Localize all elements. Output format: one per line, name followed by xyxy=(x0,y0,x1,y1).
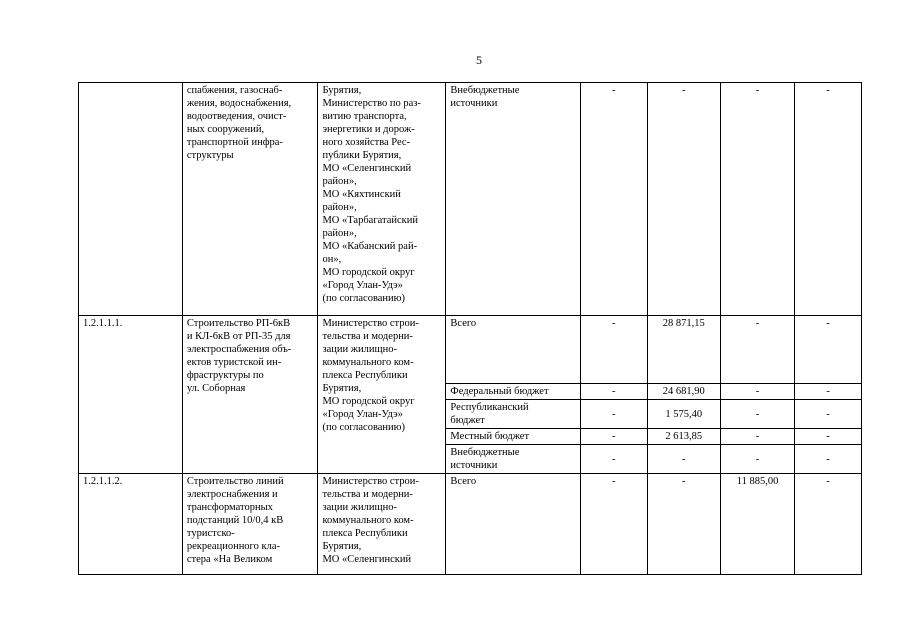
item-name: Строительство РП-6кВ и КЛ-6кВ от РП-35 для электроспабжения объ- ектов туристской ин- фраструктуры по ул. Соборная xyxy=(182,316,318,474)
value-cell: - xyxy=(795,445,862,474)
value-cell: - xyxy=(580,445,647,474)
item-name: Строительство линий электроснабжения и трансформаторных подстанций 10/0,4 кВ туристско- рекреационного кла- стера «На Великом xyxy=(182,474,318,575)
item-executor: Министерство строи- тельства и модерни- зации жилищно- коммунального ком- плекса Республики Бурятия, МО «Селенгинский xyxy=(318,474,446,575)
value-cell: - xyxy=(647,445,720,474)
value-cell: - xyxy=(795,384,862,400)
table-row xyxy=(79,474,862,575)
value-cell: 1 575,40 xyxy=(647,400,720,429)
value-cell: - xyxy=(580,384,647,400)
value-cell: - xyxy=(795,83,862,316)
value-cell: - xyxy=(720,429,794,445)
budget-table xyxy=(78,82,862,575)
item-executor: Министерство строи- тельства и модерни- зации жилищно- коммунального ком- плекса Республики Бурятия, МО городской округ «Город Улан-Удэ» (по согласованию) xyxy=(318,316,446,474)
item-executor: Бурятия, Министерство по раз- витию транспорта, энергетики и дорож- ного хозяйства Рес- публики Бурятия, МО «Селенгинский район», МО «Кяхтинский район», МО «Тарбагатайский район», МО «Кабанский рай- он», МО городской округ «Город Улан-Удэ» (по согласованию) xyxy=(318,83,446,316)
funding-source: Всего xyxy=(446,316,581,384)
value-cell: 2 613,85 xyxy=(647,429,720,445)
funding-source: Федеральный бюджет xyxy=(446,384,581,400)
funding-source: Внебюджетные источники xyxy=(446,83,581,316)
value-cell: 28 871,15 xyxy=(647,316,720,384)
value-cell: 11 885,00 xyxy=(720,474,794,575)
table-row xyxy=(79,83,862,316)
value-cell: - xyxy=(647,474,720,575)
value-cell: - xyxy=(795,316,862,384)
funding-source: Внебюджетные источники xyxy=(446,445,581,474)
value-cell: - xyxy=(580,400,647,429)
funding-source: Республиканский бюджет xyxy=(446,400,581,429)
item-code xyxy=(79,83,183,316)
value-cell: - xyxy=(580,316,647,384)
value-cell: - xyxy=(720,83,794,316)
value-cell: - xyxy=(720,316,794,384)
value-cell: - xyxy=(795,429,862,445)
table-row xyxy=(79,316,862,384)
value-cell: - xyxy=(720,445,794,474)
value-cell: - xyxy=(580,429,647,445)
value-cell: - xyxy=(580,83,647,316)
value-cell: - xyxy=(647,83,720,316)
value-cell: - xyxy=(795,474,862,575)
value-cell: - xyxy=(720,400,794,429)
item-code: 1.2.1.1.2. xyxy=(79,474,183,575)
page-number: 5 xyxy=(476,53,482,67)
item-code: 1.2.1.1.1. xyxy=(79,316,183,474)
funding-source: Всего xyxy=(446,474,581,575)
value-cell: - xyxy=(795,400,862,429)
funding-source: Местный бюджет xyxy=(446,429,581,445)
value-cell: - xyxy=(580,474,647,575)
item-name: спабжения, газоснаб- жения, водоснабжения, водоотведения, очист- ных сооружений, транспортной инфра- структуры xyxy=(182,83,318,316)
value-cell: - xyxy=(720,384,794,400)
value-cell: 24 681,90 xyxy=(647,384,720,400)
